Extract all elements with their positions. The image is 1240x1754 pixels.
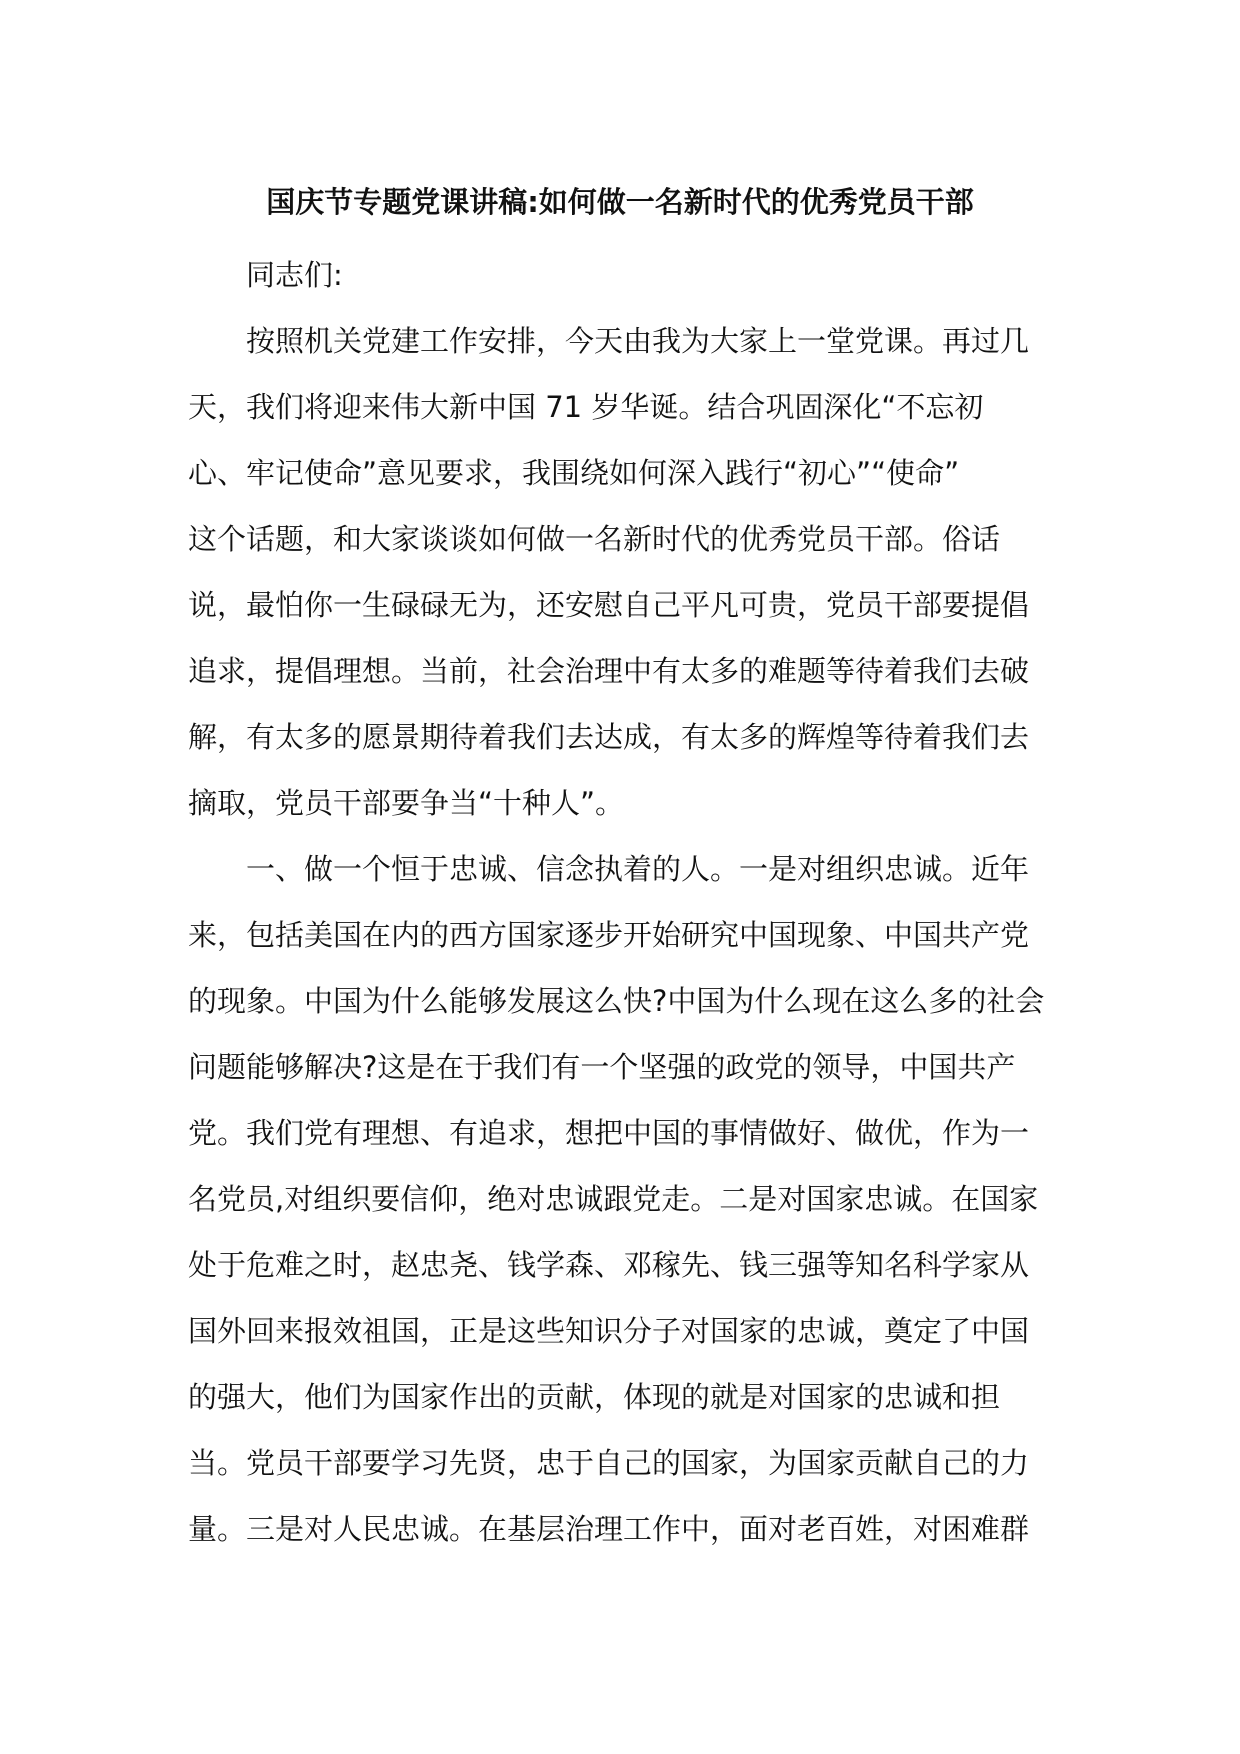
document-title: 国庆节专题党课讲稿:如何做一名新时代的优秀党员干部 [266,185,974,219]
paragraph-line: 解，有太多的愿景期待着我们去达成，有太多的辉煌等待着我们去 [188,720,1030,754]
paragraph-line: 摘取，党员干部要争当“十种人”。 [188,786,625,820]
paragraph-2 [188,836,1068,1562]
paragraph-line: 问题能够解决?这是在于我们有一个坚强的政党的领导，中国共产 [188,1050,1016,1084]
paragraph-line: 一、做一个恒于忠诚、信念执着的人。一是对组织忠诚。近年 [246,852,1030,886]
paragraph-line: 天，我们将迎来伟大新中国 71 岁华诞。结合巩固深化“不忘初 [188,390,984,424]
paragraph-line: 这个话题，和大家谈谈如何做一名新时代的优秀党员干部。俗话 [188,522,1001,556]
paragraph-line: 心、牢记使命”意见要求，我围绕如何深入践行“初心”“使命” [188,456,960,490]
paragraph-line: 说，最怕你一生碌碌无为，还安慰自己平凡可贵，党员干部要提倡 [188,588,1030,622]
salutation-paragraph [188,242,1068,308]
paragraph-line: 国外回来报效祖国，正是这些知识分子对国家的忠诚，奠定了中国 [188,1314,1030,1348]
paragraph-line: 当。党员干部要学习先贤，忠于自己的国家，为国家贡献自己的力 [188,1446,1030,1480]
paragraph-line: 按照机关党建工作安排，今天由我为大家上一堂党课。再过几 [246,324,1030,358]
paragraph-line: 来，包括美国在内的西方国家逐步开始研究中国现象、中国共产党 [188,918,1030,952]
paragraph-line: 的强大，他们为国家作出的贡献，体现的就是对国家的忠诚和担 [188,1380,1001,1414]
paragraph-line: 名党员,对组织要信仰，绝对忠诚跟党走。二是对国家忠诚。在国家 [188,1182,1039,1216]
paragraph-line: 的现象。中国为什么能够发展这么快?中国为什么现在这么多的社会 [188,984,1045,1018]
paragraph-line: 量。三是对人民忠诚。在基层治理工作中，面对老百姓，对困难群 [188,1512,1030,1546]
paragraph-line: 党。我们党有理想、有追求，想把中国的事情做好、做优，作为一 [188,1116,1030,1150]
paragraph-line: 处于危难之时，赵忠尧、钱学森、邓稼先、钱三强等知名科学家从 [188,1248,1030,1282]
document-body [188,242,1068,1562]
paragraph-line: 追求，提倡理想。当前，社会治理中有太多的难题等待着我们去破 [188,654,1030,688]
paragraph-1 [188,308,1068,836]
salutation-line: 同志们: [246,258,343,292]
